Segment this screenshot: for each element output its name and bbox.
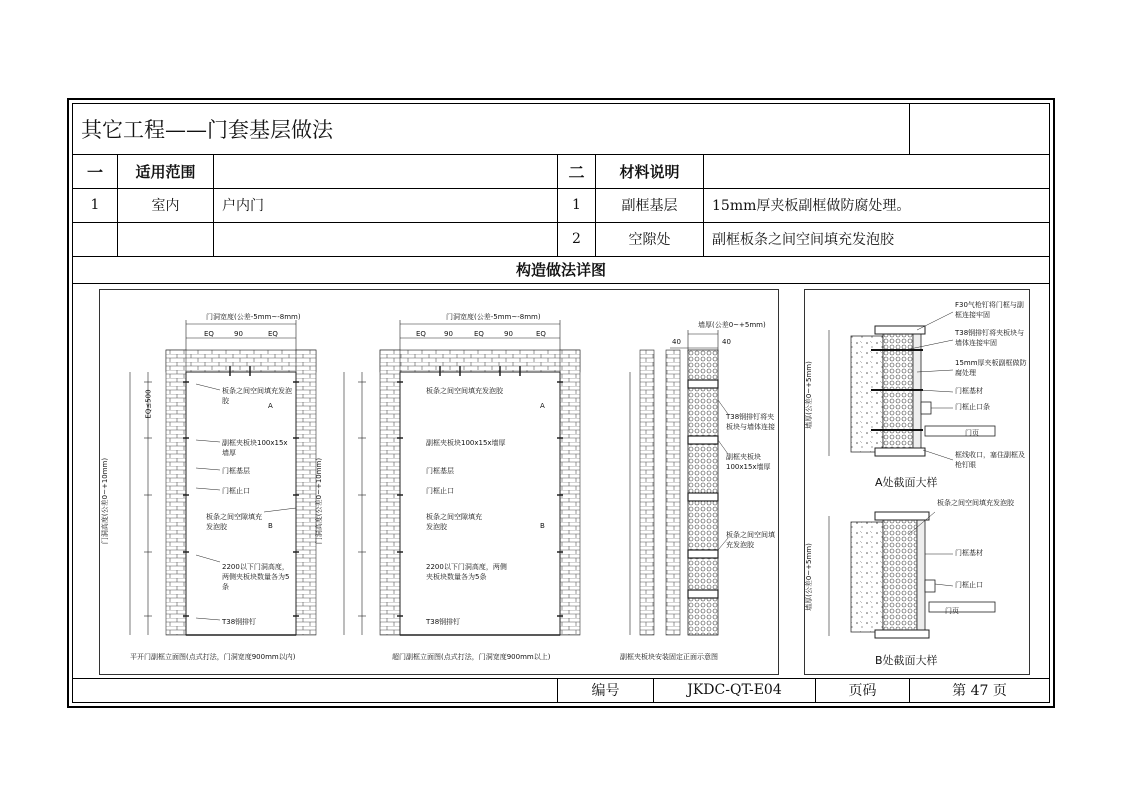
material-row-value: 15mm厚夹板副框做防腐处理。	[703, 188, 1049, 222]
drawing-sheet	[67, 98, 1055, 708]
section-a-wall-label: 墙厚(公差0~+5mm)	[804, 361, 813, 429]
scope-row-value: 户内门	[213, 188, 557, 222]
page-title: 其它工程——门套基层做法	[81, 118, 333, 142]
elev1-height-label: 门洞高度(公差0~+10mm)	[101, 457, 110, 545]
section-a-caption: A处截面大样	[875, 476, 938, 489]
code-label: 编号	[557, 678, 653, 702]
header-row	[73, 154, 1049, 189]
elev2-dim-90: 90	[504, 330, 513, 338]
detail-title: 构造做法详图	[515, 261, 606, 279]
drawing-area	[73, 283, 1049, 679]
code-value: JKDC-QT-E04	[653, 678, 815, 702]
section-b	[829, 512, 995, 638]
side-detail	[630, 330, 728, 635]
section-b-note: 门框基材	[955, 549, 983, 557]
material-row-value: 副框板条之间空间填充发泡胶	[703, 222, 1049, 256]
material-row-name: 副框基层	[595, 188, 703, 222]
section-a-note: F30气枪钉将门框与副框连接牢固	[955, 301, 1024, 319]
elev1-caption: 平开门副框立面图(点式打法，门洞宽度900mm以内)	[130, 653, 296, 661]
side-caption: 副框夹板块安装固定正面示意图	[620, 653, 718, 661]
section-a-note: 门页	[965, 429, 979, 437]
scope-row-name	[117, 222, 213, 256]
footer-row	[73, 678, 1049, 702]
detail-title-row	[73, 256, 1049, 284]
section-a-note: 框线收口，塞住副框及枪钉眼	[955, 451, 1025, 469]
elev1-dim-90: 90	[234, 330, 243, 338]
title-blank-cell	[909, 104, 1049, 154]
materials-section-no: 二	[557, 154, 595, 188]
elev2-note: 板条之间空隙填充发泡胶	[426, 513, 482, 531]
elev1-note: 板条之间空隙填充发泡胶	[206, 513, 262, 531]
scope-row-no	[73, 222, 117, 256]
side-note: 副框夹板块100x15x墙厚	[726, 453, 771, 471]
elev1-dim-500: EQ≤500	[144, 389, 153, 419]
elev2-height-label: 门洞高度(公差0~+10mm)	[315, 457, 324, 545]
elev2-note: T38钢排钉	[426, 618, 461, 626]
elev1-note: 门框基层	[222, 467, 250, 475]
footer-blank	[73, 678, 557, 702]
section-b-note: 门页	[945, 607, 959, 615]
materials-header-blank	[703, 154, 1049, 188]
elev2-note: 板条之间空间填充发泡胶	[426, 387, 503, 395]
page-value: 第 47 页	[909, 678, 1049, 702]
section-a-note: 门框基材	[955, 387, 983, 395]
side-dim-40: 40	[722, 338, 731, 346]
elev1-mark-a: A	[268, 402, 273, 410]
elev1-eq-left: EQ	[204, 330, 214, 338]
elev1-note: 门框止口	[222, 487, 250, 495]
elev1-note: 板条之间空间填充发泡胶	[222, 387, 292, 405]
scope-header-blank	[213, 154, 557, 188]
materials-header: 材料说明	[595, 154, 703, 188]
elev1-mark-b: B	[268, 522, 273, 530]
section-b-caption: B处截面大样	[875, 654, 938, 667]
side-wall-label: 墙厚(公差0~+5mm)	[698, 321, 766, 329]
table-row	[73, 222, 1049, 257]
side-note: 板条之间空间填充发泡胶	[726, 531, 775, 549]
elev1-note: 2200以下门洞高度，两侧夹板块数量各为5条	[222, 563, 290, 591]
section-b-note: 板条之间空间填充发泡胶	[937, 499, 1014, 507]
scope-row-value	[213, 222, 557, 256]
scope-header: 适用范围	[117, 154, 213, 188]
section-b-note: 门框止口	[955, 581, 983, 589]
elev2-mark-a: A	[540, 402, 545, 410]
scope-row-name: 室内	[117, 188, 213, 222]
side-dim-40: 40	[672, 338, 681, 346]
elev2-eq: EQ	[536, 330, 546, 338]
scope-section-no: 一	[86, 162, 103, 182]
section-b-wall-label: 墙厚(公差0~+5mm)	[804, 543, 813, 611]
scope-row-no: 1	[90, 197, 100, 213]
elev2-eq: EQ	[416, 330, 426, 338]
elev2-caption: 超门副框立面图(点式打法，门洞宽度900mm以上)	[392, 653, 551, 661]
section-panel	[804, 289, 1030, 675]
elev1-note: 副框夹板块100x15x墙厚	[222, 439, 288, 457]
elev1-width-label: 门洞宽度(公差-5mm~-8mm)	[206, 313, 301, 321]
material-row-no: 1	[557, 188, 595, 222]
side-note: T38钢排钉将夹板块与墙体连接	[726, 413, 775, 431]
elev2-note: 门框止口	[426, 487, 454, 495]
title-row	[73, 104, 1049, 155]
elev1-note: T38钢排钉	[222, 618, 257, 626]
elevation-panel	[99, 289, 779, 675]
section-a-note: 15mm厚夹板副框做防腐处理	[955, 359, 1027, 377]
elev2-note: 副框夹板块100x15x墙厚	[426, 439, 506, 447]
elev2-mark-b: B	[540, 522, 545, 530]
section-a-note: T38钢排钉将夹板块与墙体连接牢固	[955, 329, 1025, 347]
elevation-2	[344, 320, 580, 635]
table-row	[73, 188, 1049, 223]
section-a-note: 门框止口条	[955, 403, 990, 411]
elev2-eq: EQ	[474, 330, 484, 338]
elev2-note: 门框基层	[426, 467, 454, 475]
sheet-inner-frame	[72, 103, 1050, 703]
page-label: 页码	[815, 678, 909, 702]
elev2-width-label: 门洞宽度(公差-5mm~-8mm)	[446, 313, 541, 321]
material-row-no: 2	[557, 222, 595, 256]
material-row-name: 空隙处	[595, 222, 703, 256]
elev1-eq-right: EQ	[268, 330, 278, 338]
elev2-dim-90: 90	[444, 330, 453, 338]
elev2-note: 2200以下门洞高度，两侧夹板块数量各为5条	[426, 563, 507, 581]
